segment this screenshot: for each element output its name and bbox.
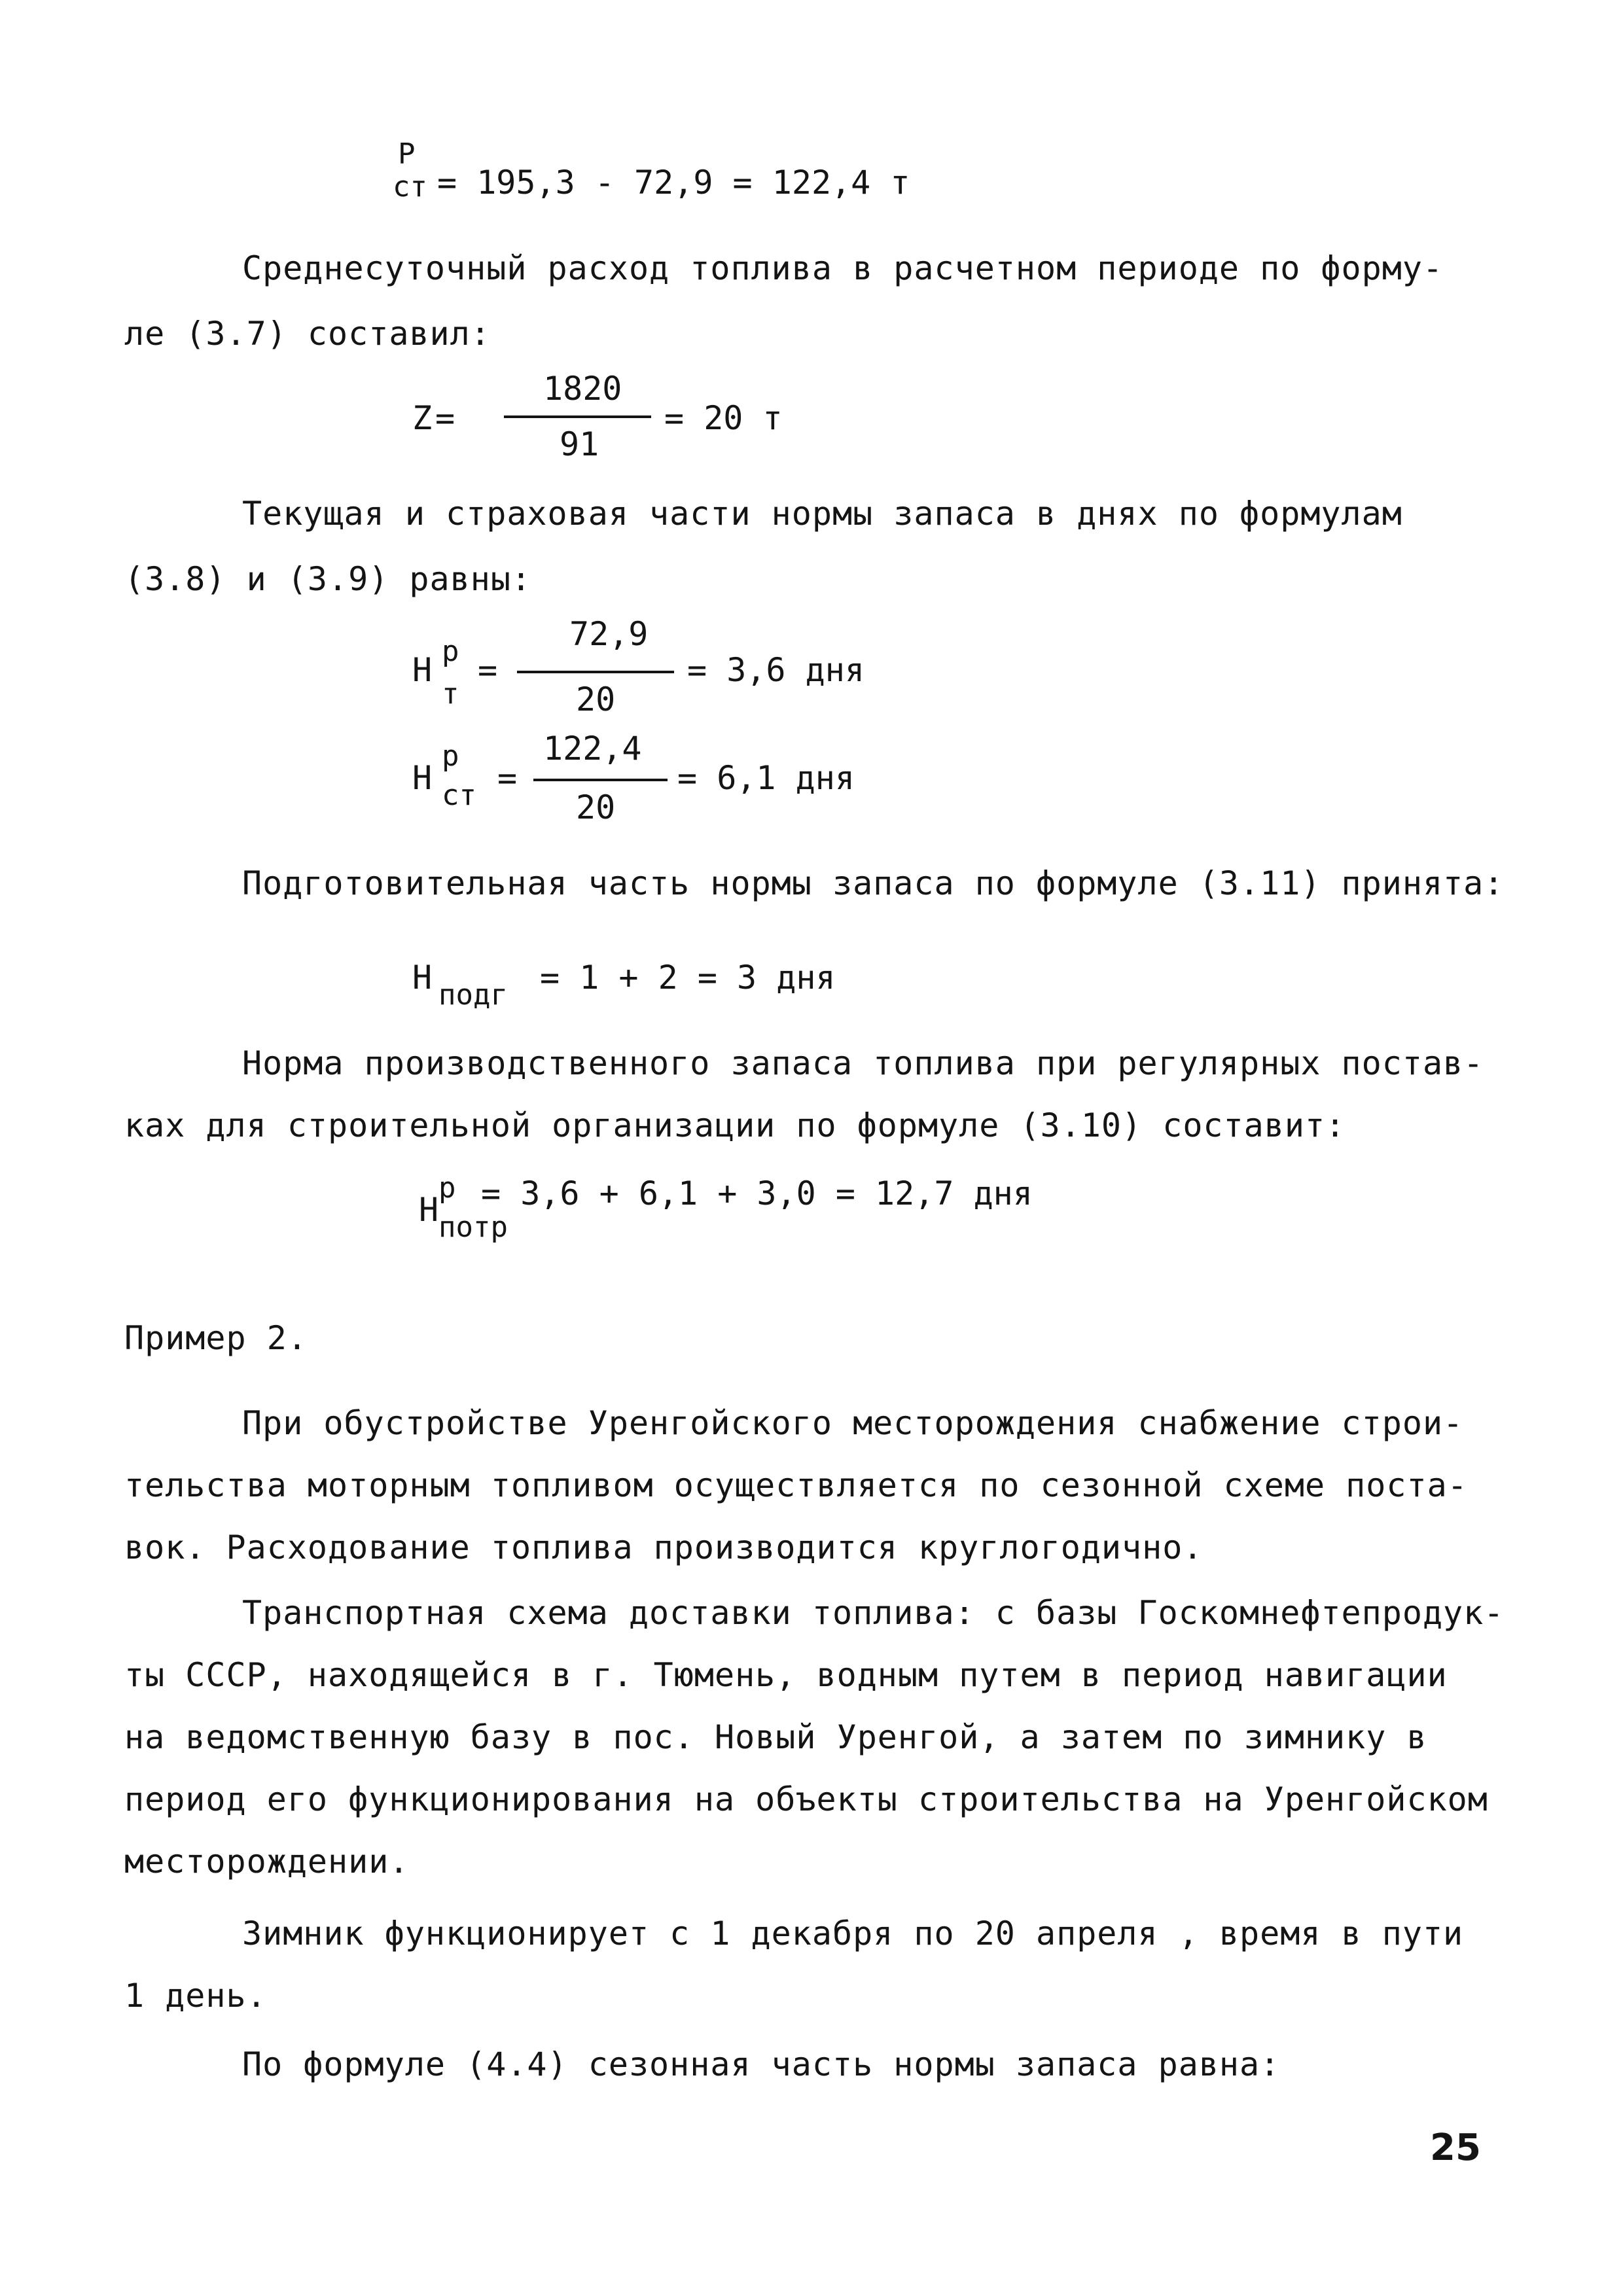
eq2-eq-sign: =: [435, 399, 455, 437]
equation-n-t: [412, 615, 936, 720]
paragraph-5-line-3: вок. Расходование топлива производится круглогодично.: [124, 1528, 1204, 1566]
eq4-var: Н: [412, 759, 433, 797]
eq3-eq-sign: =: [478, 651, 498, 689]
eq6-expression: = 3,6 + 6,1 + 3,0 = 12,7 дня: [481, 1174, 1033, 1212]
paragraph-2-line-1: Текущая и страховая части нормы запаса в днях по формулам: [242, 495, 1402, 533]
example-heading: Пример 2.: [124, 1319, 308, 1357]
equation-z: [412, 370, 870, 474]
page-number: 25: [1430, 2127, 1481, 2169]
eq1-expression: = 195,3 - 72,9 = 122,4 т: [437, 164, 910, 202]
paragraph-4-line-2: ках для строительной организации по формуле (3.10) составит:: [124, 1106, 1346, 1144]
paragraph-6-line-4: период его функционирования на объекты строительства на Уренгойском: [124, 1780, 1488, 1818]
eq4-result: = 6,1 дня: [677, 759, 855, 797]
equation-p-st: [393, 137, 982, 216]
eq2-result: = 20 т: [664, 399, 783, 437]
equation-n-potr: [419, 1171, 1139, 1263]
equation-n-podg: [412, 952, 936, 1031]
eq3-denominator: 20: [576, 680, 616, 718]
eq6-var-sub: потр: [438, 1210, 508, 1244]
paragraph-1-line-2: ле (3.7) составил:: [124, 315, 491, 353]
paragraph-4-line-1: Норма производственного запаса топлива при регулярных постав-: [242, 1044, 1484, 1082]
eq3-var-sub: т: [442, 677, 459, 711]
eq5-var: Н: [412, 959, 433, 997]
eq4-var-sup: р: [442, 739, 459, 773]
eq2-fraction-bar: [504, 415, 651, 418]
eq3-var-sup: р: [442, 635, 459, 668]
eq3-numerator: 72,9: [569, 615, 649, 653]
paragraph-3-line-1: Подготовительная часть нормы запаса по формуле (3.11) принята:: [242, 864, 1505, 902]
eq1-var-sub: ст: [393, 170, 427, 203]
eq4-numerator: 122,4: [543, 730, 642, 768]
paragraph-2-line-2: (3.8) и (3.9) равны:: [124, 560, 532, 598]
eq3-result: = 3,6 дня: [687, 651, 865, 689]
eq4-denominator: 20: [576, 788, 616, 826]
paragraph-6-line-5: месторождении.: [124, 1843, 410, 1881]
paragraph-8-line-1: По формуле (4.4) сезонная часть нормы запаса равна:: [242, 2045, 1281, 2083]
eq2-numerator: 1820: [543, 370, 622, 408]
eq5-expression: = 1 + 2 = 3 дня: [540, 959, 836, 997]
eq2-var: Z: [412, 399, 433, 437]
eq1-var-sup: P: [398, 137, 416, 171]
eq6-var-sup: р: [438, 1171, 456, 1205]
paragraph-7-line-2: 1 день.: [124, 1977, 267, 2015]
paragraph-6-line-3: на ведомственную базу в пос. Новый Уренгой, а затем по зимнику в: [124, 1718, 1427, 1756]
eq2-denominator: 91: [560, 425, 599, 463]
paragraph-7-line-1: Зимник функционирует с 1 декабря по 20 апреля , время в пути: [242, 1915, 1464, 1952]
paragraph-1-line-1: Среднесуточный расход топлива в расчетном периоде по форму-: [242, 249, 1444, 287]
paragraph-6-line-1: Транспортная схема доставки топлива: с базы Госкомнефтепродук-: [242, 1594, 1505, 1632]
paragraph-5-line-2: тельства моторным топливом осуществляется по сезонной схеме поста-: [124, 1466, 1468, 1504]
eq4-var-sub: ст: [442, 779, 476, 812]
eq4-eq-sign: =: [497, 759, 518, 797]
paragraph-5-line-1: При обустройстве Уренгойского месторождения снабжение строи-: [242, 1404, 1464, 1442]
eq3-var: Н: [412, 651, 433, 689]
eq5-var-sub: подг: [438, 978, 508, 1012]
eq4-fraction-bar: [533, 779, 668, 781]
eq3-fraction-bar: [517, 671, 674, 673]
paragraph-6-line-2: ты СССР, находящейся в г. Тюмень, водным путем в период навигации: [124, 1656, 1448, 1694]
eq6-var: Н: [419, 1191, 439, 1229]
equation-n-st: [412, 730, 936, 834]
